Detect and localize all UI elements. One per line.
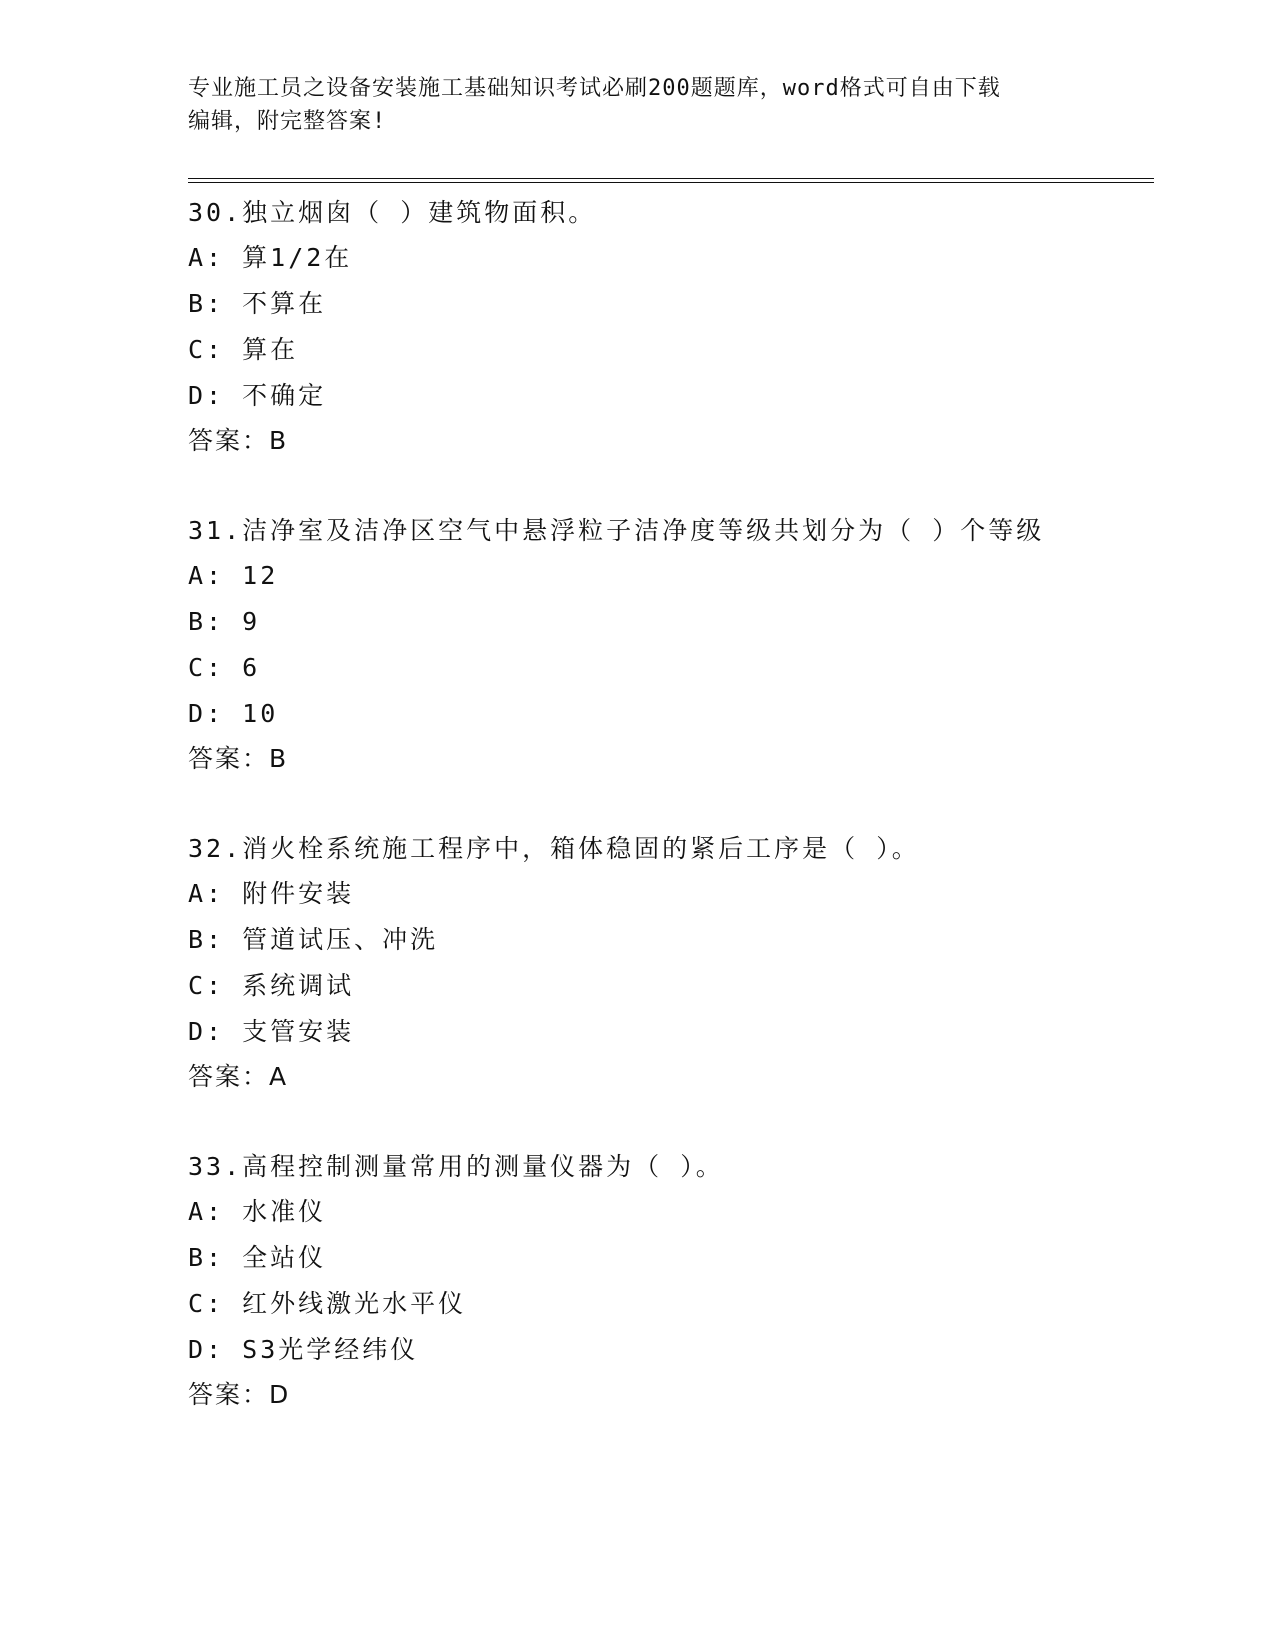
question-30 [188,190,1154,463]
answer-line: 答案：A [188,1062,289,1091]
question-stem: 31.洁净室及洁净区空气中悬浮粒子洁净度等级共划分为（ ）个等级 [188,516,1045,545]
header-divider [188,178,1154,183]
option-d: D: 支管安装 [188,1017,355,1046]
option-c: C: 6 [188,653,261,682]
option-a: A: 水准仪 [188,1197,327,1226]
option-a: A: 附件安装 [188,879,355,908]
option-c: C: 系统调试 [188,971,355,1000]
option-d: D: 不确定 [188,381,327,410]
option-b: B: 不算在 [188,289,327,318]
option-b: B: 9 [188,607,261,636]
question-stem: 33.高程控制测量常用的测量仪器为（ ）。 [188,1152,724,1181]
answer-line: 答案：D [188,1380,291,1409]
option-d: D: S3光学经纬仪 [188,1335,419,1364]
question-list [188,190,1154,1462]
option-d: D: 10 [188,699,279,728]
option-a: A: 12 [188,561,279,590]
option-a: A: 算1/2在 [188,243,353,272]
question-stem: 32.消火栓系统施工程序中，箱体稳固的紧后工序是（ ）。 [188,834,920,863]
option-b: B: 管道试压、冲洗 [188,925,439,954]
header-line-2: 编辑，附完整答案! [188,109,387,134]
option-b: B: 全站仪 [188,1243,327,1272]
answer-line: 答案：B [188,744,289,773]
header-line-1: 专业施工员之设备安装施工基础知识考试必刷200题题库，word格式可自由下载 [188,76,1001,101]
option-c: C: 算在 [188,335,299,364]
answer-line: 答案：B [188,426,289,455]
question-33 [188,1144,1154,1417]
option-c: C: 红外线激光水平仪 [188,1289,467,1318]
question-32 [188,826,1154,1099]
question-31 [188,508,1154,781]
question-stem: 30.独立烟囱（ ）建筑物面积。 [188,198,597,227]
document-header [188,72,1088,138]
